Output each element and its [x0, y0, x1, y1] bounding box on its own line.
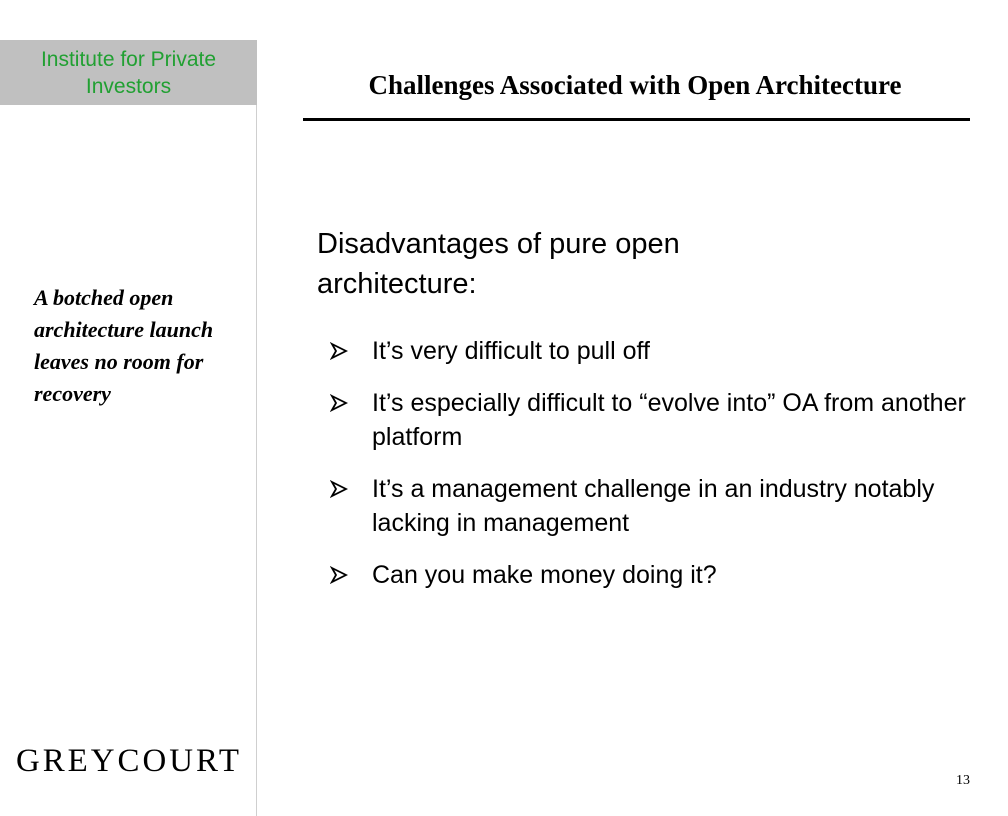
bullet-text: It’s a management challenge in an industry notably lacking in management: [372, 475, 935, 537]
arrow-bullet-icon: [330, 558, 372, 592]
arrow-bullet-icon: [330, 472, 372, 506]
sidebar-note: A botched open architecture launch leaves no room for recovery: [34, 285, 214, 406]
arrow-bullet-icon: [330, 386, 372, 420]
sidebar-divider: [256, 105, 257, 816]
title-underline: [303, 118, 970, 121]
bullet-item: [330, 472, 970, 540]
bullet-item: [330, 386, 970, 454]
bullet-text: Can you make money doing it?: [372, 561, 717, 589]
content-heading: Disadvantages of pure open architecture:: [317, 228, 680, 300]
slide-title: Challenges Associated with Open Architecture: [368, 70, 902, 100]
bullet-text: It’s especially difficult to “evolve into” OA from another platform: [372, 389, 966, 451]
bullet-list: [330, 334, 970, 610]
bullet-item: [330, 558, 970, 592]
page-number: 13: [956, 773, 970, 788]
greycourt-logo: [14, 740, 244, 780]
logo-text: GREYCOURT: [16, 743, 242, 779]
institute-banner: [0, 40, 257, 105]
institute-label: Institute for Private Investors: [40, 47, 217, 98]
bullet-text: It’s very difficult to pull off: [372, 337, 650, 365]
arrow-bullet-icon: [330, 334, 372, 368]
bullet-item: [330, 334, 970, 368]
